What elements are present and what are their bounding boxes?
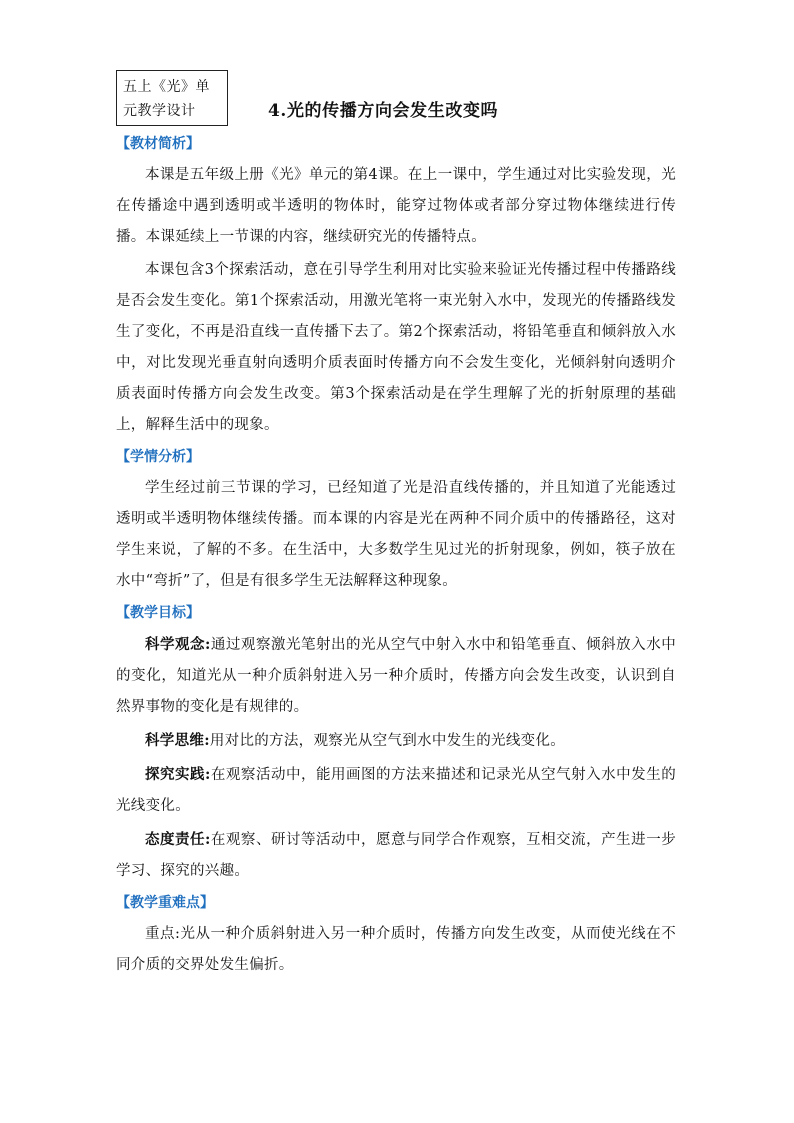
section-heading-student-analysis: 【学情分析】 xyxy=(116,449,200,465)
goal-science-concept-text: 通过观察激光笔射出的光从空气中射入水中和铅笔垂直、倾斜放入水中的变化，知道光从一种介质斜射进入另一种介质时，传播方向会发生改变，认识到自然界事物的变化是有规律的。 xyxy=(116,637,677,715)
goal-attitude-responsibility-text: 在观察、研讨等活动中，愿意与同学合作观察，互相交流，产生进一步学习、探究的兴趣。 xyxy=(116,832,677,879)
document-body xyxy=(116,132,676,981)
textbook-analysis-paragraph-2: 本课包含3个探索活动，意在引导学生利用对比实验来验证光传播过程中传播路线是否会发生变化。第1个探索活动，用激光笔将一束光射入水中，发现光的传播路线发生了变化，不再是沿直线一直传播下去了。第2个探索活动，将铅笔垂直和倾斜放入水中，对比发现光垂直射向透明介质表面时传播方向不会发生变化，光倾斜射向透明介质表面时传播方向会发生改变。第3个探索活动是在学生理解了光的折射原理的基础上，解释生活中的现象。 xyxy=(116,262,676,433)
goal-inquiry-practice-text: 在观察活动中，能用画图的方法来描述和记录光从空气射入水中发生的光线变化。 xyxy=(116,767,677,814)
unit-label-line-1: 五上《光》单 xyxy=(123,79,210,95)
student-analysis-paragraph: 学生经过前三节课的学习，已经知道了光是沿直线传播的，并且知道了光能透过透明或半透明物体继续传播。而本课的内容是光在两种不同介质中的传播路径，这对学生来说，了解的不多。在生活中，大多数学生见过光的折射现象，例如，筷子放在水中“弯折”了，但是有很多学生无法解释这种现象。 xyxy=(116,480,676,589)
unit-label-box xyxy=(116,70,228,126)
goal-science-concept xyxy=(116,629,676,723)
goal-science-thinking-label: 科学思维: xyxy=(145,732,210,749)
section-heading-textbook-analysis: 【教材简析】 xyxy=(116,136,200,152)
goal-science-thinking-text: 用对比的方法，观察光从空气到水中发生的光线变化。 xyxy=(209,733,566,749)
goal-science-concept-label: 科学观念: xyxy=(145,636,211,653)
unit-label-line-2: 元教学设计 xyxy=(123,103,196,119)
goal-science-thinking xyxy=(116,725,676,757)
lesson-title: 4.光的传播方向会发生改变吗 xyxy=(268,101,499,121)
goal-attitude-responsibility-label: 态度责任: xyxy=(145,831,211,848)
textbook-analysis-paragraph-1: 本课是五年级上册《光》单元的第4课。在上一课中，学生通过对比实验发现，光在传播途中遇到透明或半透明的物体时，能穿过物体或者部分穿过物体继续进行传播。本课延续上一节课的内容，继续研究光的传播特点。 xyxy=(116,167,676,245)
section-heading-teaching-goals: 【教学目标】 xyxy=(116,605,200,621)
goal-attitude-responsibility xyxy=(116,824,676,887)
key-point-paragraph: 重点:光从一种介质斜射进入另一种介质时，传播方向发生改变，从而使光线在不同介质的交界处发生偏折。 xyxy=(116,926,676,973)
section-heading-key-difficult-points: 【教学重难点】 xyxy=(116,895,214,911)
goal-inquiry-practice xyxy=(116,759,676,822)
goal-inquiry-practice-label: 探究实践: xyxy=(145,766,211,783)
